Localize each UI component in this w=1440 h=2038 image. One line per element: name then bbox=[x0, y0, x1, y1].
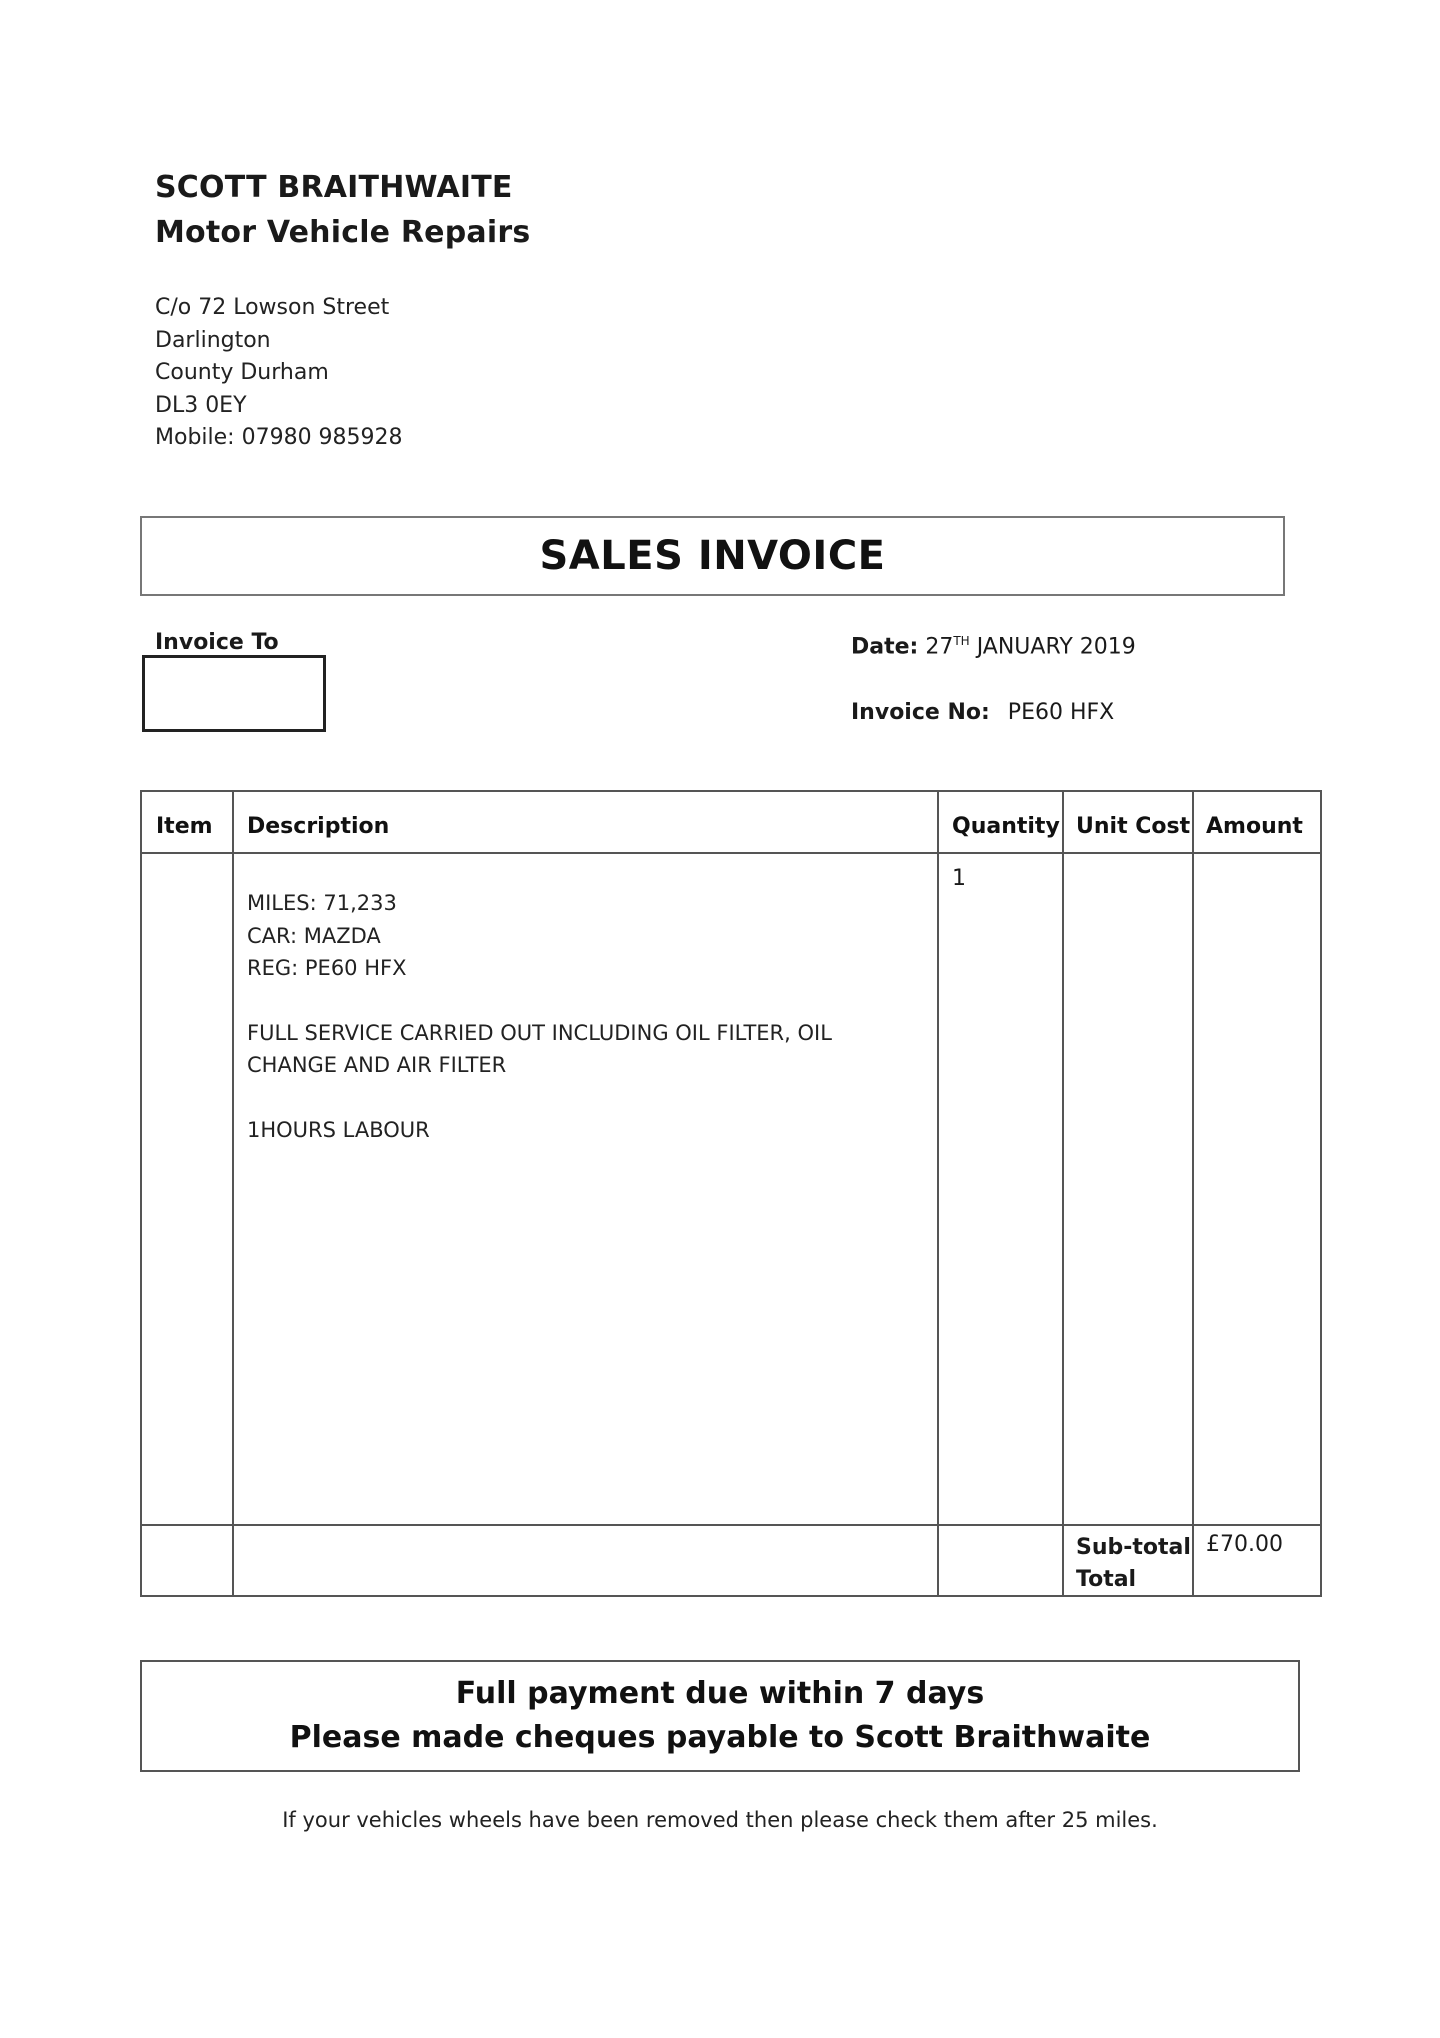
mobile-label: Mobile: bbox=[155, 425, 235, 450]
description-line: MILES: 71,233 bbox=[247, 891, 397, 915]
subtotal-labels bbox=[1076, 1532, 1191, 1596]
footer-note: If your vehicles wheels have been removed then please check them after 25 miles. bbox=[282, 1808, 1158, 1832]
date-suffix: TH bbox=[953, 634, 970, 648]
mobile-line bbox=[155, 422, 403, 455]
date-rest: JANUARY 2019 bbox=[969, 634, 1136, 660]
column-divider bbox=[1192, 792, 1194, 1595]
header-unit-cost: Unit Cost bbox=[1076, 814, 1191, 839]
invoice-to-label: Invoice To bbox=[155, 630, 279, 655]
business-tagline: Motor Vehicle Repairs bbox=[155, 215, 531, 250]
description-line: CAR: MAZDA bbox=[247, 923, 381, 948]
column-divider bbox=[937, 792, 939, 1595]
business-address bbox=[155, 292, 403, 455]
column-divider bbox=[1062, 792, 1064, 1595]
payment-terms-box bbox=[140, 1660, 1300, 1772]
subtotal-label: Sub-total bbox=[1076, 1535, 1191, 1560]
payment-terms-line: Full payment due within 7 days bbox=[455, 1676, 985, 1711]
invoice-to-box bbox=[142, 655, 326, 732]
invoice-title: SALES INVOICE bbox=[539, 533, 886, 579]
invoice-number bbox=[851, 700, 1114, 725]
date-label: Date: bbox=[851, 634, 919, 660]
title-box bbox=[140, 516, 1285, 596]
column-divider bbox=[232, 792, 234, 1595]
address-line: C/o 72 Lowson Street bbox=[155, 295, 390, 320]
cheque-payee-line: Please made cheques payable to Scott Braithwaite bbox=[289, 1720, 1151, 1755]
row-description bbox=[247, 887, 832, 1146]
invoice-date bbox=[851, 634, 1136, 659]
date-day: 27 bbox=[925, 634, 954, 660]
footer-divider bbox=[142, 1524, 1320, 1526]
address-line: Darlington bbox=[155, 327, 271, 353]
address-line: County Durham bbox=[155, 360, 329, 385]
row-quantity: 1 bbox=[952, 866, 966, 891]
header-quantity: Quantity bbox=[952, 814, 1060, 839]
description-line: 1HOURS LABOUR bbox=[247, 1117, 430, 1142]
header-divider bbox=[142, 852, 1320, 854]
business-name: SCOTT BRAITHWAITE bbox=[155, 170, 513, 205]
invoice-number-label: Invoice No: bbox=[851, 700, 990, 725]
invoice-table bbox=[140, 790, 1322, 1597]
address-line: DL3 0EY bbox=[155, 392, 247, 418]
subtotal-amount: £70.00 bbox=[1206, 1532, 1283, 1557]
mobile-number: 07980 985928 bbox=[241, 425, 403, 450]
description-line: FULL SERVICE CARRIED OUT INCLUDING OIL FILTER, OIL bbox=[247, 1020, 832, 1045]
total-label: Total bbox=[1076, 1567, 1137, 1592]
header-amount: Amount bbox=[1206, 814, 1303, 839]
description-line: REG: PE60 HFX bbox=[247, 956, 407, 980]
header-item: Item bbox=[156, 814, 213, 839]
invoice-number-value: PE60 HFX bbox=[1007, 700, 1115, 725]
header-description: Description bbox=[247, 814, 390, 839]
description-line: CHANGE AND AIR FILTER bbox=[247, 1053, 507, 1077]
